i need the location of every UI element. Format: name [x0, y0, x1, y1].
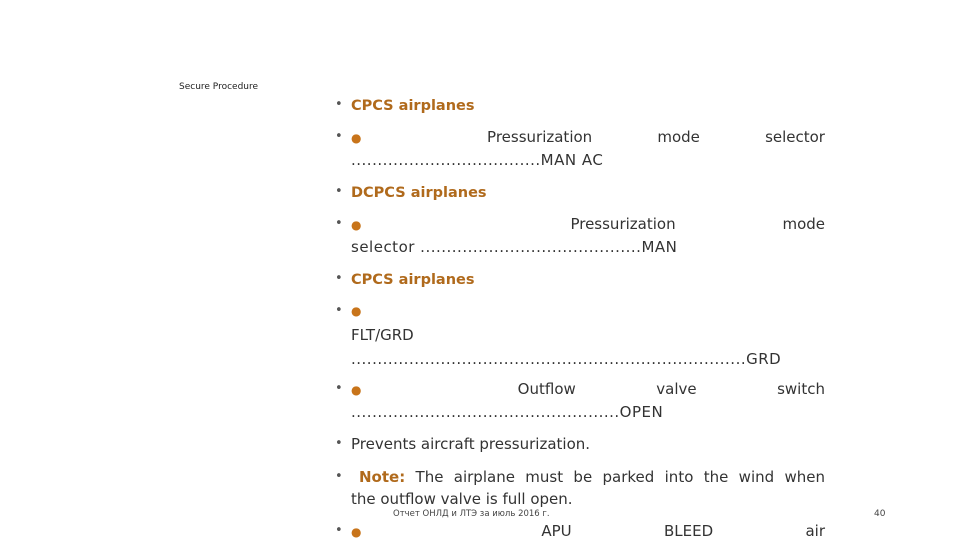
word: valve [656, 380, 697, 398]
bullet-marker: • [335, 216, 343, 231]
bullet-marker: • [335, 469, 343, 484]
dot-icon: ● [351, 383, 438, 397]
bullet-marker: • [335, 129, 343, 144]
word: selector [765, 128, 825, 146]
bullet-dcpcs-heading [335, 181, 487, 204]
bullet-line [351, 466, 825, 488]
word: mode [657, 128, 700, 146]
bullet-text: DCPCS airplanes [351, 185, 487, 201]
word: air [805, 522, 825, 540]
note-label: Note: [359, 468, 406, 486]
bullet-text: CPCS airplanes [351, 272, 475, 288]
word: BLEED [663, 522, 714, 540]
dot-icon: ● [351, 131, 422, 145]
bullet-line: selector ..........................................MAN [351, 238, 678, 256]
note-text-continued: the outflow valve is full open. [351, 490, 573, 508]
word: mode [782, 215, 825, 233]
bullet-line: ...........................................................................GRD [351, 350, 782, 368]
bullet-marker: • [335, 271, 343, 286]
bullet-note [335, 466, 825, 510]
word: Pressurization [487, 128, 593, 146]
word: Pressurization [570, 215, 676, 233]
bullet-marker: • [335, 523, 343, 538]
bullet-line: FLT/GRD [351, 326, 414, 344]
dot-icon: ● [351, 525, 450, 539]
bullet-pressurization-selector-2 [335, 213, 825, 258]
note-text: The airplane must be parked into the wind when [415, 468, 825, 486]
word: Outflow [517, 380, 576, 398]
slide-title: Secure Procedure [179, 82, 259, 92]
bullet-line: ....................................MAN AC [351, 151, 604, 169]
slide-footer: Отчет ОНЛД и ЛТЭ за июль 2016 г. [393, 509, 550, 519]
bullet-flt-grd [335, 300, 781, 370]
bullet-marker: • [335, 303, 343, 318]
dot-icon: ● [351, 304, 362, 318]
bullet-line [351, 213, 825, 236]
bullet-text: CPCS airplanes [351, 98, 475, 114]
bullet-cpcs-heading-2 [335, 268, 475, 291]
bullet-marker: • [335, 97, 343, 112]
bullet-text: Prevents aircraft pressurization. [351, 435, 591, 453]
bullet-prevents-pressurization [335, 433, 590, 455]
word: APU [541, 522, 572, 540]
bullet-line [351, 126, 825, 149]
page-number: 40 [874, 509, 886, 519]
bullet-line: ...................................................OPEN [351, 403, 664, 421]
bullet-marker: • [335, 436, 343, 451]
bullet-marker: • [335, 381, 343, 396]
word: switch [777, 380, 825, 398]
bullet-line [351, 378, 825, 401]
bullet-marker: • [335, 184, 343, 199]
bullet-cpcs-heading-1 [335, 94, 475, 117]
dot-icon: ● [351, 218, 464, 232]
bullet-outflow-valve [335, 378, 825, 423]
bullet-pressurization-selector-1 [335, 126, 825, 171]
